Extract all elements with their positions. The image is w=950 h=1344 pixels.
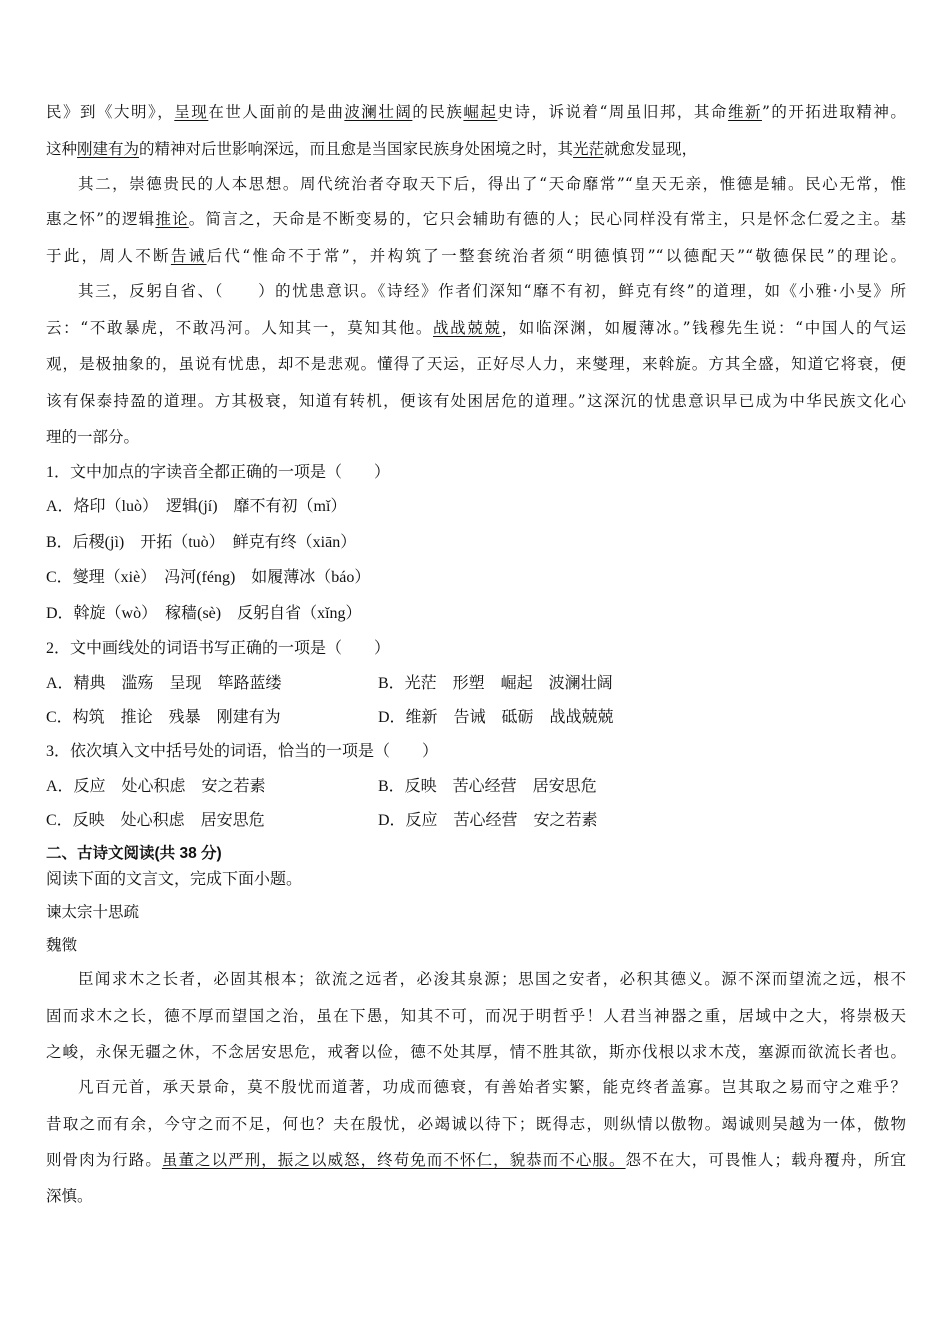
- question-3-option-b[interactable]: B．反映 苦心经营 居安思危: [378, 778, 597, 795]
- classical-text-line: 固而求木之长，德不厚而望国之治，虽在下愚，知其不可，而况于明哲乎！人君当神器之重，居域中之大，将崇极天: [46, 1007, 906, 1025]
- question-2-stem: 2．文中画线处的词语书写正确的一项是（ ）: [46, 640, 391, 657]
- underlined-word: 呈现: [174, 103, 209, 121]
- underlined-word: 光茫: [573, 140, 605, 158]
- classical-text-line: 之峻，永保无疆之休，不念居安思危，戒奢以俭，德不处其厚，情不胜其欲，斯亦伐根以求木茂，塞源而欲流长者也。: [46, 1043, 906, 1061]
- passage-line: 其二，崇德贵民的人本思想。周代统治者夺取天下后，得出了“天命靡常”“皇天无亲，惟德是辅。民心无常，惟: [78, 175, 906, 193]
- underlined-word: 维新: [727, 103, 762, 121]
- passage-line: [46, 138, 697, 160]
- text: 云：“不敢暴虎，不敢冯河。人知其一，莫知其他。: [46, 319, 434, 337]
- text: 这种: [46, 140, 78, 158]
- text: ，如临深渊，如履薄冰。”钱穆先生说：“中国人的气运: [501, 319, 906, 337]
- underlined-sentence: 虽董之以严刑，振之以威怒，终苟免而不怀仁，貌恭而不心服。: [161, 1151, 626, 1169]
- passage-line: [46, 208, 906, 230]
- classical-text-line: 臣闻求木之长者，必固其根本；欲流之远者，必浚其泉源；思国之安者，必积其德义。源不深而望流之远，根不: [78, 970, 906, 988]
- underlined-word: 战战兢兢: [433, 319, 502, 337]
- text: 在世人面前的是曲: [208, 103, 345, 121]
- essay-author: 魏徵: [46, 936, 78, 954]
- question-1-option-c[interactable]: C．燮理（xiè） 冯河(féng) 如履薄冰（báo）: [46, 569, 371, 586]
- text: 的民族: [412, 103, 464, 121]
- question-1-option-a[interactable]: A．烙印（luò） 逻辑(jí) 靡不有初（mǐ）: [46, 498, 347, 515]
- section-heading: 二、古诗文阅读(共 38 分): [46, 845, 222, 862]
- classical-text-line: 凡百元首，承天景命，莫不殷忧而道著，功成而德衰，有善始者实繁，能克终者盖寡。岂其取之易而守之难乎？: [78, 1078, 906, 1096]
- text: 民》到《大明》，: [46, 103, 175, 121]
- passage-line: 理的一部分。: [46, 428, 140, 446]
- underlined-word: 崛起: [463, 103, 498, 121]
- section-instruction: 阅读下面的文言文，完成下面小题。: [46, 871, 303, 888]
- question-3-option-d[interactable]: D．反应 苦心经营 安之若素: [378, 812, 598, 829]
- underlined-word: 波澜壮阔: [344, 103, 413, 121]
- question-2-option-a[interactable]: A．精典 滥殇 呈现 筚路蓝缕: [46, 675, 282, 692]
- text: ”的开拓进取精神。: [761, 103, 906, 121]
- passage-line: 该有保泰持盈的道理。方其极衰，知道有转机，便该有处困居危的道理。”这深沉的忧患意识早已成为中华民族文化心: [46, 392, 906, 410]
- classical-text-line: 昔取之而有余，今守之而不足，何也？夫在殷忧，必竭诚以待下；既得志，则纵情以傲物。竭诚则吴越为一体，傲物: [46, 1115, 906, 1133]
- text: 后代“惟命不于常”，并构筑了一整套统治者须“明德慎罚”“以德配天”“敬德保民”的理论。: [206, 247, 906, 265]
- text: 史诗，诉说着“周虽旧邦，其命: [497, 103, 728, 121]
- passage-line: 其三，反躬自省、（ ）的忧患意识。《诗经》作者们深知“靡不有初，鲜克有终”的道理，如《小雅·小旻》所: [78, 282, 906, 300]
- underlined-word: 告诫: [170, 247, 207, 265]
- text: 怨不在大，可畏惟人；载舟覆舟，所宜: [625, 1151, 906, 1169]
- underlined-word: 刚建有为: [77, 140, 140, 158]
- text: 于此，周人不断: [46, 247, 171, 265]
- text: 则骨肉为行路。: [46, 1151, 162, 1169]
- question-3-option-a[interactable]: A．反应 处心积虑 安之若素: [46, 778, 266, 795]
- passage-line: [46, 317, 906, 339]
- question-2-option-c[interactable]: C．构筑 推论 残暴 刚建有为: [46, 709, 281, 726]
- classical-text-line: [46, 1149, 906, 1171]
- question-1-option-b[interactable]: B．后稷(jì) 开拓（tuò） 鲜克有终（xiān）: [46, 534, 357, 551]
- classical-text-line: 深慎。: [46, 1187, 93, 1205]
- question-2-option-d[interactable]: D．维新 告诫 砥砺 战战兢兢: [378, 709, 614, 726]
- text: 惠之怀”的逻辑: [46, 210, 156, 228]
- text: 就愈发显现，: [604, 140, 698, 158]
- question-1-option-d[interactable]: D．斡旋（wò） 稼穑(sè) 反躬自省（xǐng）: [46, 605, 362, 622]
- text: 。简言之，天命是不断变易的，它只会辅助有德的人；民心同样没有常主，只是怀念仁爱之主。基: [188, 210, 906, 228]
- passage-line: 观，是极抽象的，虽说有忧患，却不是悲观。懂得了天运，正好尽人力，来燮理，来斡旋。方其全盛，知道它将衰，便: [46, 355, 906, 373]
- text: 的精神对后世影响深远，而且愈是当国家民族身处困境之时，其: [139, 140, 574, 158]
- question-2-option-b[interactable]: B．光茫 形塑 崛起 波澜壮阔: [378, 675, 613, 692]
- underlined-word: 推论: [155, 210, 189, 228]
- question-1-stem: 1．文中加点的字读音全都正确的一项是（ ）: [46, 464, 391, 481]
- passage-line: [46, 101, 906, 123]
- essay-title: 谏太宗十思疏: [46, 903, 140, 921]
- question-3-stem: 3．依次填入文中括号处的词语，恰当的一项是（ ）: [46, 743, 439, 760]
- question-3-option-c[interactable]: C．反映 处心积虑 居安思危: [46, 812, 265, 829]
- passage-line: [46, 245, 906, 267]
